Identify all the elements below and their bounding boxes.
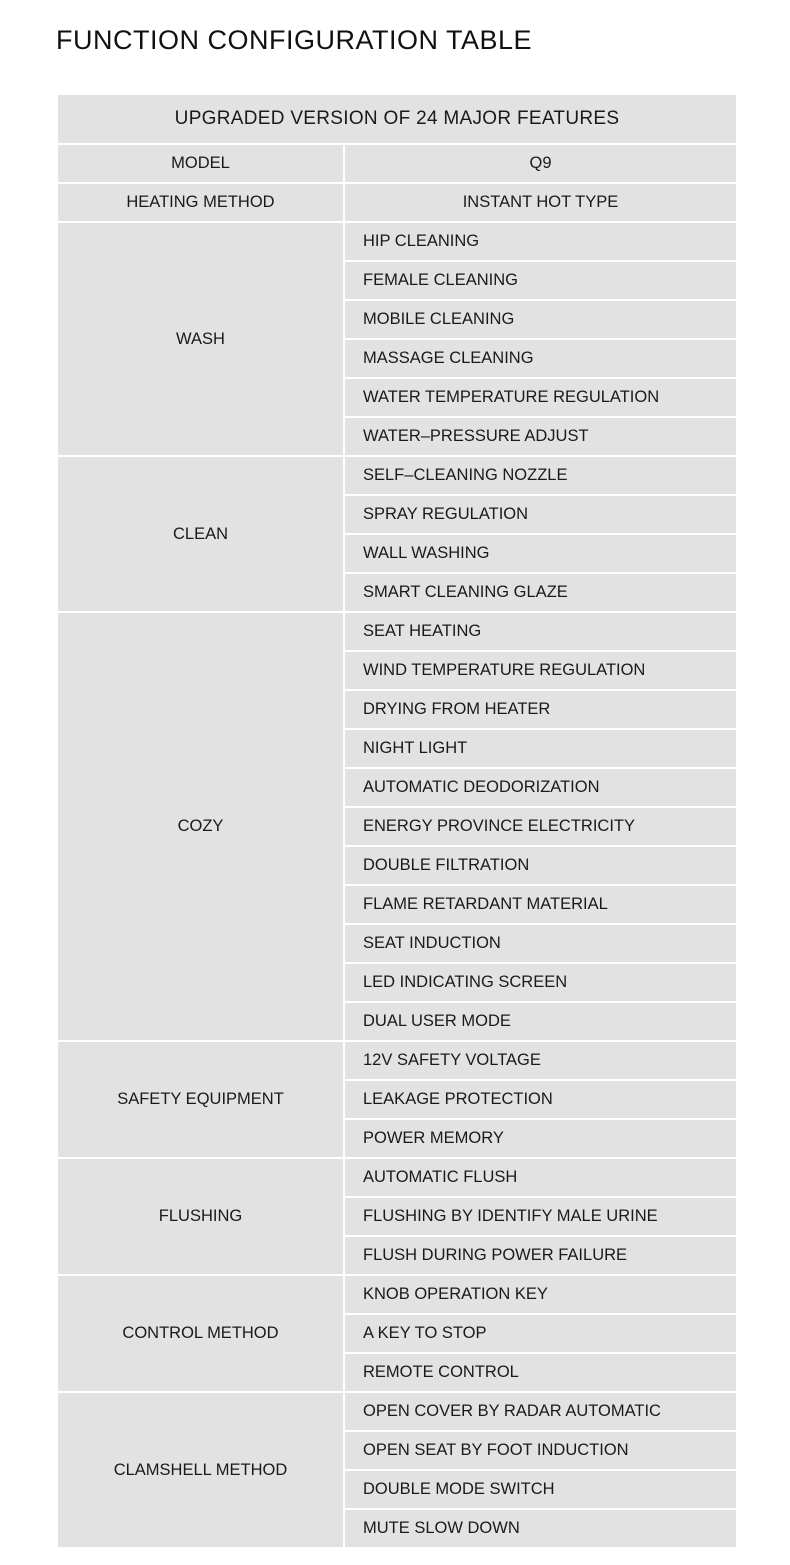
feature-cell: MASSAGE CLEANING bbox=[344, 339, 737, 378]
row-label: MODEL bbox=[57, 144, 344, 183]
table-row bbox=[57, 1041, 737, 1080]
feature-cell: A KEY TO STOP bbox=[344, 1314, 737, 1353]
feature-cell: DUAL USER MODE bbox=[344, 1002, 737, 1041]
feature-cell: OPEN COVER BY RADAR AUTOMATIC bbox=[344, 1392, 737, 1431]
feature-cell: WIND TEMPERATURE REGULATION bbox=[344, 651, 737, 690]
function-configuration-table bbox=[56, 93, 738, 1549]
feature-cell: SEAT HEATING bbox=[344, 612, 737, 651]
group-label: COZY bbox=[57, 612, 344, 1041]
feature-cell: REMOTE CONTROL bbox=[344, 1353, 737, 1392]
feature-cell: MOBILE CLEANING bbox=[344, 300, 737, 339]
table-row bbox=[57, 1392, 737, 1431]
feature-cell: FEMALE CLEANING bbox=[344, 261, 737, 300]
spec-table-container bbox=[56, 93, 736, 1549]
feature-cell: SEAT INDUCTION bbox=[344, 924, 737, 963]
banner-cell: UPGRADED VERSION OF 24 MAJOR FEATURES bbox=[57, 94, 737, 144]
group-label: WASH bbox=[57, 222, 344, 456]
feature-cell: WATER TEMPERATURE REGULATION bbox=[344, 378, 737, 417]
row-label: HEATING METHOD bbox=[57, 183, 344, 222]
feature-cell: DOUBLE FILTRATION bbox=[344, 846, 737, 885]
page-title: FUNCTION CONFIGURATION TABLE bbox=[56, 25, 533, 55]
group-label: CONTROL METHOD bbox=[57, 1275, 344, 1392]
feature-cell: LED INDICATING SCREEN bbox=[344, 963, 737, 1002]
feature-cell: FLUSH DURING POWER FAILURE bbox=[344, 1236, 737, 1275]
table-row bbox=[57, 222, 737, 261]
feature-cell: OPEN SEAT BY FOOT INDUCTION bbox=[344, 1431, 737, 1470]
row-value: Q9 bbox=[344, 144, 737, 183]
feature-cell: HIP CLEANING bbox=[344, 222, 737, 261]
table-body bbox=[57, 94, 737, 1548]
feature-cell: SMART CLEANING GLAZE bbox=[344, 573, 737, 612]
table-row bbox=[57, 183, 737, 222]
feature-cell: FLAME RETARDANT MATERIAL bbox=[344, 885, 737, 924]
feature-cell: NIGHT LIGHT bbox=[344, 729, 737, 768]
feature-cell: LEAKAGE PROTECTION bbox=[344, 1080, 737, 1119]
feature-cell: DOUBLE MODE SWITCH bbox=[344, 1470, 737, 1509]
group-label: FLUSHING bbox=[57, 1158, 344, 1275]
feature-cell: WALL WASHING bbox=[344, 534, 737, 573]
feature-cell: ENERGY PROVINCE ELECTRICITY bbox=[344, 807, 737, 846]
feature-cell: 12V SAFETY VOLTAGE bbox=[344, 1041, 737, 1080]
table-row bbox=[57, 612, 737, 651]
table-row bbox=[57, 1275, 737, 1314]
table-row bbox=[57, 1158, 737, 1197]
table-row bbox=[57, 456, 737, 495]
feature-cell: KNOB OPERATION KEY bbox=[344, 1275, 737, 1314]
group-label: CLEAN bbox=[57, 456, 344, 612]
feature-cell: AUTOMATIC DEODORIZATION bbox=[344, 768, 737, 807]
table-row bbox=[57, 144, 737, 183]
feature-cell: AUTOMATIC FLUSH bbox=[344, 1158, 737, 1197]
group-label: CLAMSHELL METHOD bbox=[57, 1392, 344, 1548]
feature-cell: DRYING FROM HEATER bbox=[344, 690, 737, 729]
feature-cell: POWER MEMORY bbox=[344, 1119, 737, 1158]
group-label: SAFETY EQUIPMENT bbox=[57, 1041, 344, 1158]
feature-cell: FLUSHING BY IDENTIFY MALE URINE bbox=[344, 1197, 737, 1236]
row-value: INSTANT HOT TYPE bbox=[344, 183, 737, 222]
feature-cell: WATER–PRESSURE ADJUST bbox=[344, 417, 737, 456]
feature-cell: SELF–CLEANING NOZZLE bbox=[344, 456, 737, 495]
feature-cell: MUTE SLOW DOWN bbox=[344, 1509, 737, 1548]
table-row bbox=[57, 94, 737, 144]
feature-cell: SPRAY REGULATION bbox=[344, 495, 737, 534]
